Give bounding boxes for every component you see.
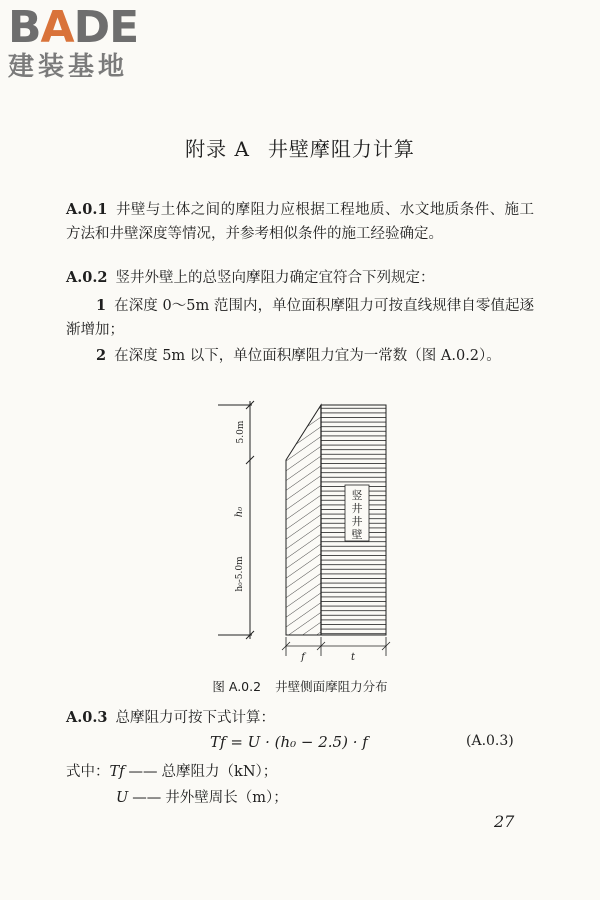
figure-number: 图 A.0.2 [212, 679, 262, 694]
label-t: t [350, 652, 356, 663]
clause-a03 [66, 706, 275, 730]
item-number: 1 [96, 297, 107, 314]
label-5m: 5.0m [236, 420, 246, 444]
clause-text: 井壁与土体之间的摩阻力应根据工程地质、水文地质条件、施工方法和井壁深度等情况，并参考相似条件的施工经验确定。 [66, 202, 534, 242]
dash: —— [128, 764, 158, 780]
page-number: 27 [494, 812, 515, 831]
logo-mark-text: BADE [8, 2, 139, 53]
wall-label-char: 竖 [351, 489, 363, 502]
appendix-title [0, 133, 600, 162]
logo-mark [8, 2, 173, 53]
label-h0: h₀ [234, 506, 245, 518]
clause-text: 竖井外壁上的总竖向摩阻力确定宜符合下列规定： [115, 270, 435, 286]
clause-text: 总摩阻力可按下式计算： [115, 710, 276, 726]
symbol-tf-desc: 总摩阻力（kN）； [161, 764, 278, 780]
clause-a02-item-2 [66, 344, 534, 368]
clause-number: A.0.1 [66, 201, 108, 218]
bade-logo [8, 2, 173, 86]
where-line-2 [116, 786, 288, 810]
item-text: 在深度 5m 以下，单位面积摩阻力宜为一常数（图 A.0.2）。 [114, 348, 501, 364]
clause-a01 [66, 198, 534, 246]
where-intro: 式中： [66, 764, 110, 780]
appendix-label: 附录 A [185, 137, 250, 161]
wall-label-char: 壁 [351, 528, 363, 541]
wall-label-char: 井 [351, 502, 363, 515]
label-f: f [301, 652, 305, 663]
appendix-title-text: 井壁摩阻力计算 [267, 137, 415, 161]
figure-caption [0, 677, 600, 695]
formula-a03: Tf = U · (h₀ − 2.5) · f [210, 733, 368, 751]
symbol-u: U [116, 790, 129, 806]
clause-a02-item-1 [66, 294, 534, 342]
friction-hatch [286, 405, 321, 635]
logo-subtitle: 建装基地 [8, 52, 129, 82]
clause-number: A.0.2 [66, 269, 108, 286]
clause-number: A.0.3 [66, 709, 108, 726]
wall-label [352, 488, 363, 541]
friction-diagram [200, 394, 400, 664]
logo-accent-letter: A [40, 2, 74, 53]
dash: —— [132, 790, 162, 806]
item-text: 在深度 0～5m 范围内，单位面积摩阻力可按直线规律自零值起逐渐增加； [66, 298, 534, 338]
wall-label-char: 井 [351, 515, 363, 528]
friction-distribution-figure [200, 394, 400, 664]
item-number: 2 [96, 347, 107, 364]
label-h0-minus-5m: h₀-5.0m [235, 556, 245, 592]
symbol-tf: Tf [109, 764, 125, 780]
clause-a02 [66, 266, 534, 290]
figure-caption-text: 井壁侧面摩阻力分布 [275, 679, 388, 694]
symbol-u-desc: 井外壁周长（m）； [165, 790, 288, 806]
where-line-1 [66, 760, 277, 784]
formula-number: (A.0.3) [466, 733, 514, 749]
